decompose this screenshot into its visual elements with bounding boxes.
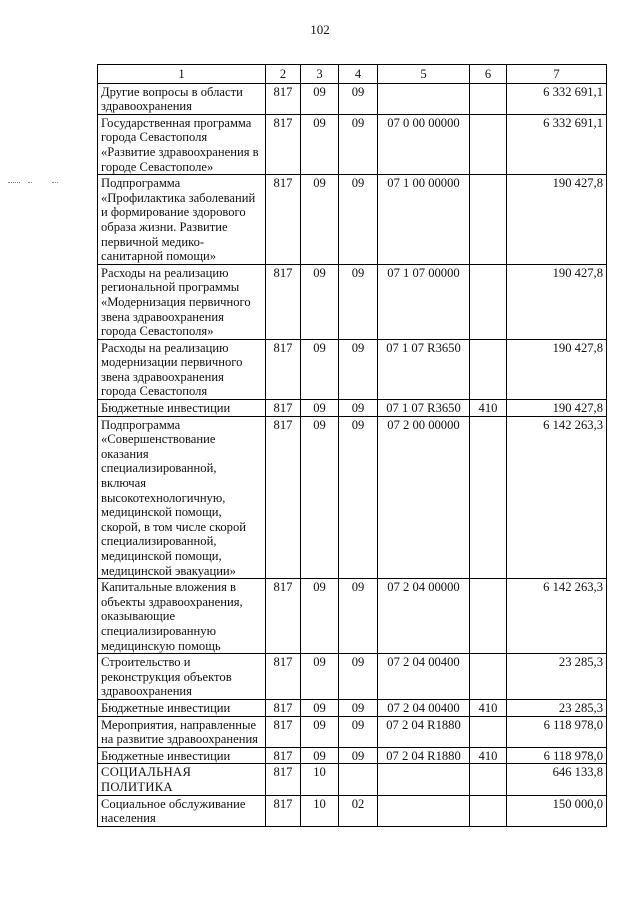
expense-type-cell (470, 579, 507, 654)
target-article-cell: 07 1 00 00000 (378, 175, 470, 265)
subsection-code-cell: 09 (339, 416, 378, 579)
amount-cell: 23 285,3 (507, 699, 607, 716)
target-article-cell (378, 795, 470, 826)
subsection-code-cell: 09 (339, 339, 378, 399)
ministry-code-cell: 817 (266, 339, 301, 399)
target-article-cell (378, 764, 470, 795)
table-row (98, 654, 607, 700)
expense-type-cell (470, 416, 507, 579)
expense-type-cell (470, 175, 507, 265)
column-header: 5 (378, 65, 470, 84)
row-name-cell: Бюджетные инвестиции (98, 699, 266, 716)
section-code-cell: 09 (301, 716, 339, 747)
target-article-cell: 07 2 04 00000 (378, 579, 470, 654)
expense-type-cell (470, 339, 507, 399)
column-header: 3 (301, 65, 339, 84)
section-code-cell: 09 (301, 416, 339, 579)
expense-type-cell: 410 (470, 747, 507, 764)
section-code-cell: 10 (301, 795, 339, 826)
subsection-code-cell: 09 (339, 699, 378, 716)
ministry-code-cell: 817 (266, 579, 301, 654)
column-header: 1 (98, 65, 266, 84)
subsection-code-cell: 09 (339, 264, 378, 339)
amount-cell: 150 000,0 (507, 795, 607, 826)
expense-type-cell (470, 654, 507, 700)
row-name-cell: Подпрограмма «Профилактика заболеваний и формирование здорового образа жизни. Развитие первичной медико-санитарной помощи» (98, 175, 266, 265)
amount-cell: 23 285,3 (507, 654, 607, 700)
target-article-cell: 07 0 00 00000 (378, 114, 470, 174)
expense-type-cell (470, 83, 507, 114)
row-name-cell: Расходы на реализацию модернизации первичного звена здравоохранения города Севастополя (98, 339, 266, 399)
margin-mark (52, 182, 58, 184)
amount-cell: 6 332 691,1 (507, 83, 607, 114)
section-code-cell: 09 (301, 579, 339, 654)
section-code-cell: 09 (301, 83, 339, 114)
amount-cell: 6 118 978,0 (507, 716, 607, 747)
row-name-cell: Строительство и реконструкция объектов здравоохранения (98, 654, 266, 700)
target-article-cell: 07 2 04 00400 (378, 699, 470, 716)
table-row (98, 416, 607, 579)
section-code-cell: 09 (301, 400, 339, 417)
amount-cell: 190 427,8 (507, 175, 607, 265)
subsection-code-cell: 09 (339, 579, 378, 654)
subsection-code-cell: 09 (339, 654, 378, 700)
expense-type-cell: 410 (470, 400, 507, 417)
subsection-code-cell: 09 (339, 400, 378, 417)
amount-cell: 190 427,8 (507, 264, 607, 339)
margin-mark (8, 182, 20, 184)
expense-type-cell (470, 716, 507, 747)
amount-cell: 6 142 263,3 (507, 579, 607, 654)
column-header: 7 (507, 65, 607, 84)
ministry-code-cell: 817 (266, 716, 301, 747)
row-name-cell: Капитальные вложения в объекты здравоохранения, оказывающие специализированную медицинскую помощь (98, 579, 266, 654)
row-name-cell: Другие вопросы в области здравоохранения (98, 83, 266, 114)
row-name-cell: Мероприятия, направленные на развитие здравоохранения (98, 716, 266, 747)
table-row (98, 716, 607, 747)
row-name-cell: Бюджетные инвестиции (98, 747, 266, 764)
subsection-code-cell: 09 (339, 747, 378, 764)
table-row (98, 339, 607, 399)
amount-cell: 6 332 691,1 (507, 114, 607, 174)
amount-cell: 6 118 978,0 (507, 747, 607, 764)
target-article-cell: 07 2 04 R1880 (378, 716, 470, 747)
ministry-code-cell: 817 (266, 795, 301, 826)
ministry-code-cell: 817 (266, 747, 301, 764)
subsection-code-cell: 09 (339, 114, 378, 174)
target-article-cell: 07 1 07 00000 (378, 264, 470, 339)
table-row (98, 83, 607, 114)
page-number: 102 (310, 22, 330, 37)
ministry-code-cell: 817 (266, 83, 301, 114)
table-row (98, 699, 607, 716)
target-article-cell: 07 1 07 R3650 (378, 400, 470, 417)
row-name-cell: Расходы на реализацию региональной программы «Модернизация первичного звена здравоохранения города Севастополя» (98, 264, 266, 339)
table-row (98, 795, 607, 826)
row-name-cell: Государственная программа города Севастополя «Развитие здравоохранения в городе Севастополе» (98, 114, 266, 174)
table-row (98, 400, 607, 417)
section-code-cell: 09 (301, 264, 339, 339)
expense-type-cell (470, 114, 507, 174)
column-header: 2 (266, 65, 301, 84)
column-header: 6 (470, 65, 507, 84)
margin-mark (28, 182, 32, 184)
target-article-cell: 07 2 04 00400 (378, 654, 470, 700)
row-name-cell: Бюджетные инвестиции (98, 400, 266, 417)
target-article-cell: 07 2 00 00000 (378, 416, 470, 579)
section-code-cell: 09 (301, 654, 339, 700)
section-code-cell: 09 (301, 175, 339, 265)
table-row (98, 579, 607, 654)
ministry-code-cell: 817 (266, 654, 301, 700)
row-name-cell: СОЦИАЛЬНАЯ ПОЛИТИКА (98, 764, 266, 795)
expense-type-cell (470, 264, 507, 339)
amount-cell: 190 427,8 (507, 339, 607, 399)
row-name-cell: Подпрограмма «Совершенствование оказания специализированной, включая высокотехнологичную, медицинской помощи, скорой, в том числе скорой специализированной, медицинской помощи, медицинской эвакуации» (98, 416, 266, 579)
section-code-cell: 09 (301, 699, 339, 716)
ministry-code-cell: 817 (266, 175, 301, 265)
ministry-code-cell: 817 (266, 264, 301, 339)
amount-cell: 646 133,8 (507, 764, 607, 795)
expense-type-cell (470, 795, 507, 826)
expense-type-cell (470, 764, 507, 795)
amount-cell: 190 427,8 (507, 400, 607, 417)
subsection-code-cell (339, 764, 378, 795)
expense-type-cell: 410 (470, 699, 507, 716)
ministry-code-cell: 817 (266, 400, 301, 417)
row-name-cell: Социальное обслуживание населения (98, 795, 266, 826)
section-code-cell: 09 (301, 114, 339, 174)
subsection-code-cell: 09 (339, 716, 378, 747)
column-header: 4 (339, 65, 378, 84)
table-row (98, 764, 607, 795)
target-article-cell: 07 2 04 R1880 (378, 747, 470, 764)
subsection-code-cell: 09 (339, 83, 378, 114)
section-code-cell: 09 (301, 339, 339, 399)
ministry-code-cell: 817 (266, 764, 301, 795)
table-row (98, 114, 607, 174)
section-code-cell: 09 (301, 747, 339, 764)
target-article-cell: 07 1 07 R3650 (378, 339, 470, 399)
subsection-code-cell: 02 (339, 795, 378, 826)
ministry-code-cell: 817 (266, 114, 301, 174)
ministry-code-cell: 817 (266, 416, 301, 579)
header-row (98, 65, 607, 84)
table-row (98, 264, 607, 339)
amount-cell: 6 142 263,3 (507, 416, 607, 579)
section-code-cell: 10 (301, 764, 339, 795)
ministry-code-cell: 817 (266, 699, 301, 716)
target-article-cell (378, 83, 470, 114)
subsection-code-cell: 09 (339, 175, 378, 265)
table-row (98, 175, 607, 265)
budget-table (97, 64, 607, 827)
table-row (98, 747, 607, 764)
